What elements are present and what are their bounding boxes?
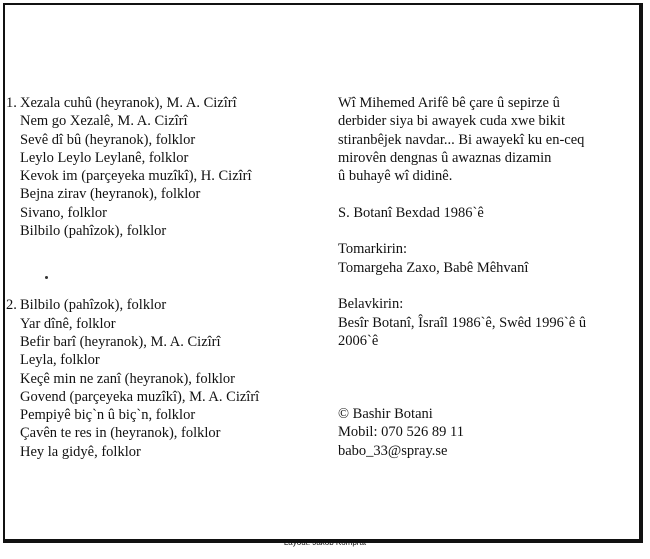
- layout-credit: Layout: Jakob Komprat: [283, 538, 367, 547]
- tracklist-column: [6, 94, 326, 461]
- album2-number: 2.: [6, 297, 17, 314]
- album2-track: Yar dînê, folklor: [20, 315, 116, 332]
- mobile-number: Mobil: 070 526 89 11: [338, 424, 464, 441]
- album2-track: Pempiyê biç`n û biç`n, folklor: [20, 407, 196, 424]
- album2-track: Hey la gidyê, folklor: [20, 443, 141, 460]
- album1-track: Sevê dî bû (heyranok), folklor: [20, 131, 196, 148]
- album2-track: Keçê min ne zanî (heyranok), folklor: [20, 370, 235, 387]
- album2-track: Leyla, folklor: [20, 352, 100, 369]
- dedication-line: û buhayê wî didinê.: [338, 168, 453, 185]
- album1-track: Bejna zirav (heyranok), folklor: [20, 186, 201, 203]
- album1-track: Sivano, folklor: [20, 204, 107, 221]
- album2-track: 2. Bilbilo (pahîzok), folklor: [6, 297, 167, 314]
- dedication-line: stiranbêjek navdar... Bi awayekî ku en-ceq: [338, 131, 585, 148]
- album1-track: Nem go Xezalê, M. A. Cizîrî: [20, 113, 188, 130]
- album1-track: Kevok im (parçeyeka muzîkî), H. Cizîrî: [20, 168, 252, 185]
- distribution-line: Besîr Botanî, Îsraîl 1986`ê, Swêd 1996`ê û: [338, 314, 587, 331]
- signature: S. Botanî Bexdad 1986`ê: [338, 204, 484, 221]
- info-column: [338, 94, 638, 460]
- copyright: © Bashir Botani: [338, 406, 433, 423]
- album1-number: 1.: [6, 95, 17, 111]
- recording-heading: Tomarkirin:: [338, 241, 408, 258]
- email-address: babo_33@spray.se: [338, 442, 448, 459]
- recording-value: Tomargeha Zaxo, Babê Mêhvanî: [338, 259, 529, 276]
- album2-track: Befir barî (heyranok), M. A. Cizîrî: [20, 333, 221, 350]
- dedication-line: Wî Mihemed Arifê bê çare û sepirze û: [338, 95, 560, 111]
- dedication-line: mirovên dengnas û awaznas dizamin: [338, 149, 552, 166]
- album1-track: 1. Xezala cuhû (heyranok), M. A. Cizîrî: [6, 95, 237, 111]
- distribution-line: 2006`ê: [338, 332, 379, 349]
- stray-dot: [45, 276, 48, 279]
- album2-track: Govend (parçeyeka muzîkî), M. A. Cizîrî: [20, 388, 260, 405]
- distribution-heading: Belavkirin:: [338, 296, 404, 313]
- album1-track: Bilbilo (pahîzok), folklor: [20, 223, 167, 240]
- album1-track: Leylo Leylo Leylanê, folklor: [20, 149, 189, 166]
- dedication-line: derbider siya bi awayek cuda xwe bikit: [338, 113, 566, 130]
- album2-track: Çavên te res in (heyranok), folklor: [20, 425, 221, 442]
